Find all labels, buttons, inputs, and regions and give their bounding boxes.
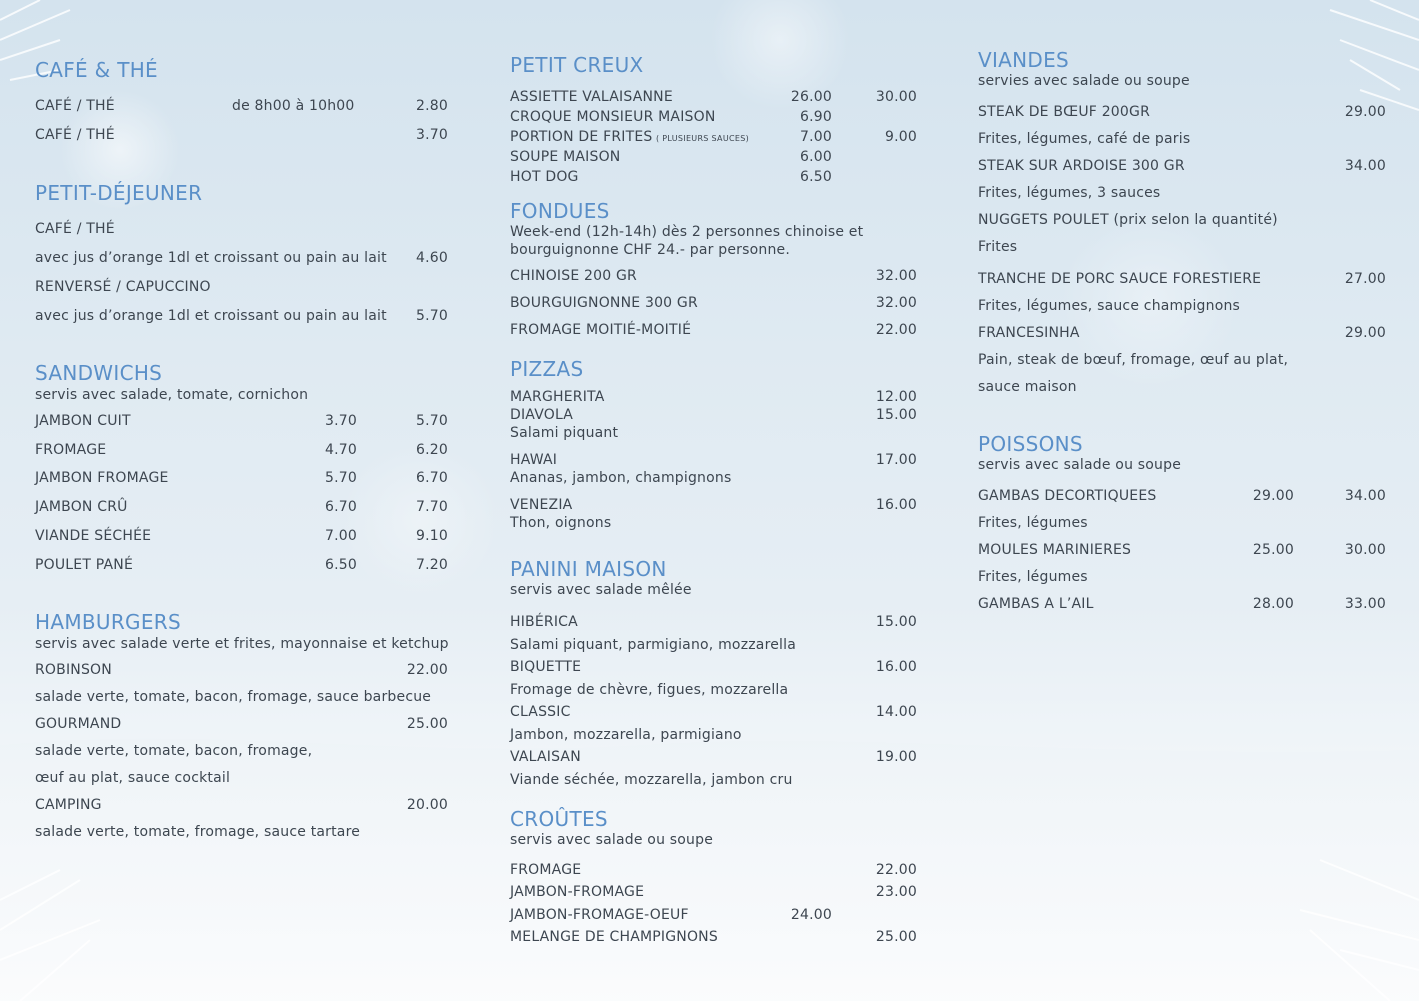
menu-item-price: 3.70 <box>416 127 448 143</box>
menu-item-name: CAFÉ / THÉ <box>35 127 115 143</box>
menu-item-price-large: 30.00 <box>1344 542 1386 558</box>
menu-item-name: JAMBON-FROMAGE <box>510 884 645 900</box>
menu-item-price-small: 7.00 <box>325 528 357 544</box>
menu-item-desc: Pain, steak de bœuf, fromage, œuf au plat, <box>978 352 1289 368</box>
menu-item-price-large: 7.70 <box>416 499 448 515</box>
menu-item-price: 22.00 <box>875 862 917 878</box>
menu-item-price: 34.00 <box>1344 158 1386 174</box>
menu-item-name: GAMBAS DECORTIQUEES <box>978 488 1157 504</box>
menu-item-name: JAMBON CUIT <box>35 413 131 429</box>
menu-item-price-small: 7.00 <box>800 129 832 145</box>
menu-item-price-small: 6.90 <box>800 109 832 125</box>
menu-item-name: VIANDE SÉCHÉE <box>35 528 152 544</box>
menu-item-desc: Frites <box>978 239 1018 255</box>
menu-item-price: 15.00 <box>875 614 917 630</box>
menu-item-name: POULET PANÉ <box>35 557 133 573</box>
menu-item-desc: Frites, légumes <box>978 569 1088 585</box>
menu-item-desc: œuf au plat, sauce cocktail <box>35 770 231 786</box>
menu-item-price-large: 7.20 <box>416 557 448 573</box>
menu-item-name: JAMBON CRÛ <box>35 499 128 515</box>
section-title-pizzas: PIZZAS <box>510 357 584 381</box>
menu-item-name: BOURGUIGNONNE 300 GR <box>510 295 698 311</box>
menu-item-price: 14.00 <box>875 704 917 720</box>
menu-item-desc: Thon, oignons <box>510 515 612 531</box>
menu-item-price: 15.00 <box>875 407 917 423</box>
pine-branch-top-right <box>1330 0 1419 110</box>
menu-item-name: HAWAI <box>510 452 558 468</box>
menu-item-price: 32.00 <box>875 268 917 284</box>
menu-item-name: VENEZIA <box>510 497 573 513</box>
menu-item-price: 27.00 <box>1344 271 1386 287</box>
menu-item-price-small: 29.00 <box>1252 488 1294 504</box>
section-subtitle: servis avec salade mêlée <box>510 582 692 598</box>
menu-item-name: ASSIETTE VALAISANNE <box>510 89 673 105</box>
menu-item-name: RENVERSÉ / CAPUCCINO <box>35 279 211 295</box>
menu-item-desc: Fromage de chèvre, figues, mozzarella <box>510 682 789 698</box>
menu-item-name: FROMAGE MOITIÉ-MOITIÉ <box>510 322 692 338</box>
menu-item-price: 16.00 <box>875 659 917 675</box>
menu-item-name: FRANCESINHA <box>978 325 1080 341</box>
menu-item-price: 25.00 <box>875 929 917 945</box>
menu-item-price: 12.00 <box>875 389 917 405</box>
menu-item-price: 19.00 <box>875 749 917 765</box>
section-title-fondues: FONDUES <box>510 199 610 223</box>
section-subtitle: servies avec salade ou soupe <box>978 73 1190 89</box>
menu-item-price-large: 9.00 <box>885 129 917 145</box>
menu-item-price-large: 34.00 <box>1344 488 1386 504</box>
menu-item-name: HIBÉRICA <box>510 614 578 630</box>
menu-item-price-small: 6.00 <box>800 149 832 165</box>
section-title-hamburgers: HAMBURGERS <box>35 610 181 634</box>
section-title-petit-creux: PETIT CREUX <box>510 53 644 77</box>
menu-item-name: CAMPING <box>35 797 102 813</box>
menu-item-price-large: 33.00 <box>1344 596 1386 612</box>
menu-item-price-small: 28.00 <box>1252 596 1294 612</box>
menu-item-price-small: 6.50 <box>325 557 357 573</box>
menu-item-name: ROBINSON <box>35 662 112 678</box>
section-title-croutes: CROÛTES <box>510 807 608 831</box>
menu-item-desc: salade verte, tomate, bacon, fromage, sauce barbecue <box>35 689 432 705</box>
menu-item-price: 4.60 <box>416 250 448 266</box>
menu-item-desc: Salami piquant, parmigiano, mozzarella <box>510 637 796 653</box>
menu-item-name: DIAVOLA <box>510 407 574 423</box>
menu-item-price-small: 5.70 <box>325 470 357 486</box>
menu-item-desc: Ananas, jambon, champignons <box>510 470 732 486</box>
menu-item-desc: avec jus d’orange 1dl et croissant ou pain au lait <box>35 308 387 324</box>
menu-item-name: GOURMAND <box>35 716 122 732</box>
menu-item-name: CROQUE MONSIEUR MAISON <box>510 109 716 125</box>
section-title-cafe: CAFÉ & THÉ <box>35 58 158 82</box>
menu-item-name: CAFÉ / THÉ <box>35 98 115 114</box>
menu-item-name: JAMBON FROMAGE <box>35 470 169 486</box>
section-title-panini: PANINI MAISON <box>510 557 667 581</box>
section-subtitle: servis avec salade ou soupe <box>510 832 714 848</box>
menu-item-desc: Frites, légumes, 3 sauces <box>978 185 1161 201</box>
menu-item-price: 25.00 <box>406 716 448 732</box>
menu-item-name: NUGGETS POULET (prix selon la quantité) <box>978 212 1278 228</box>
menu-item-name: VALAISAN <box>510 749 581 765</box>
menu-item-name: FROMAGE <box>35 442 107 458</box>
menu-item-name: GAMBAS A L’AIL <box>978 596 1094 612</box>
menu-item-price-large: 9.10 <box>416 528 448 544</box>
section-subtitle: servis avec salade ou soupe <box>978 457 1182 473</box>
menu-item-name: MARGHERITA <box>510 389 605 405</box>
section-title-sandwichs: SANDWICHS <box>35 361 163 385</box>
menu-item-name: PORTION DE FRITES <box>510 129 653 145</box>
menu-item-price-small: 3.70 <box>325 413 357 429</box>
menu-item-price-small: 24.00 <box>790 907 832 923</box>
menu-item-price-small: 6.50 <box>800 169 832 185</box>
menu-item-note: ( PLUSIEURS SAUCES) <box>656 134 750 143</box>
section-subtitle: servis avec salade, tomate, cornichon <box>35 387 309 403</box>
menu-item-price: 32.00 <box>875 295 917 311</box>
section-description: bourguignonne CHF 24.- par personne. <box>510 242 790 258</box>
menu-item-name: JAMBON-FROMAGE-OEUF <box>510 907 689 923</box>
menu-item-price-large: 6.70 <box>416 470 448 486</box>
menu-item-name: STEAK SUR ARDOISE 300 GR <box>978 158 1185 174</box>
menu-item-desc: Viande séchée, mozzarella, jambon cru <box>510 772 793 788</box>
section-title-viandes: VIANDES <box>978 48 1070 72</box>
menu-item-price-small: 4.70 <box>325 442 357 458</box>
menu-item-price-large: 5.70 <box>416 413 448 429</box>
section-title-poissons: POISSONS <box>978 432 1083 456</box>
menu-item-price: 29.00 <box>1344 325 1386 341</box>
menu-item-price-large: 6.20 <box>416 442 448 458</box>
menu-item-desc: sauce maison <box>978 379 1077 395</box>
section-subtitle: servis avec salade verte et frites, mayonnaise et ketchup <box>35 636 449 652</box>
menu-item-name: SOUPE MAISON <box>510 149 621 165</box>
menu-item-name: STEAK DE BŒUF 200GR <box>978 104 1150 120</box>
menu-item-name: CAFÉ / THÉ <box>35 221 115 237</box>
menu-item-price: 23.00 <box>875 884 917 900</box>
menu-item-desc: salade verte, tomate, fromage, sauce tartare <box>35 824 361 840</box>
menu-item-price: 29.00 <box>1344 104 1386 120</box>
menu-item-note: de 8h00 à 10h00 <box>232 98 355 114</box>
menu-item-desc: Frites, légumes, sauce champignons <box>978 298 1241 314</box>
menu-item-name: CLASSIC <box>510 704 571 720</box>
menu-item-price-small: 25.00 <box>1252 542 1294 558</box>
menu-item-price: 2.80 <box>416 98 448 114</box>
menu-item-name: MOULES MARINIERES <box>978 542 1132 558</box>
menu-item-desc: Frites, légumes <box>978 515 1088 531</box>
menu-item-price: 16.00 <box>875 497 917 513</box>
menu-item-price-small: 6.70 <box>325 499 357 515</box>
menu-item-name: CHINOISE 200 GR <box>510 268 637 284</box>
menu-item-desc: Jambon, mozzarella, parmigiano <box>510 727 742 743</box>
menu-item-desc: avec jus d’orange 1dl et croissant ou pain au lait <box>35 250 387 266</box>
menu-item-price-small: 26.00 <box>790 89 832 105</box>
menu-item-price: 5.70 <box>416 308 448 324</box>
menu-item-name: HOT DOG <box>510 169 579 185</box>
section-description: Week-end (12h-14h) dès 2 personnes chinoise et <box>510 224 864 240</box>
menu-item-price: 22.00 <box>406 662 448 678</box>
menu-item-name: TRANCHE DE PORC SAUCE FORESTIERE <box>978 271 1262 287</box>
section-title-petit-dejeuner: PETIT-DÉJEUNER <box>35 181 203 205</box>
menu-item-desc: salade verte, tomate, bacon, fromage, <box>35 743 313 759</box>
menu-item-desc: Salami piquant <box>510 425 619 441</box>
menu-item-price: 22.00 <box>875 322 917 338</box>
menu-item-name: MELANGE DE CHAMPIGNONS <box>510 929 718 945</box>
menu-item-price: 17.00 <box>875 452 917 468</box>
menu-item-price-large: 30.00 <box>875 89 917 105</box>
menu-item-name: BIQUETTE <box>510 659 582 675</box>
menu-item-desc: Frites, légumes, café de paris <box>978 131 1191 147</box>
menu-item-name: FROMAGE <box>510 862 582 878</box>
menu-item-price: 20.00 <box>406 797 448 813</box>
